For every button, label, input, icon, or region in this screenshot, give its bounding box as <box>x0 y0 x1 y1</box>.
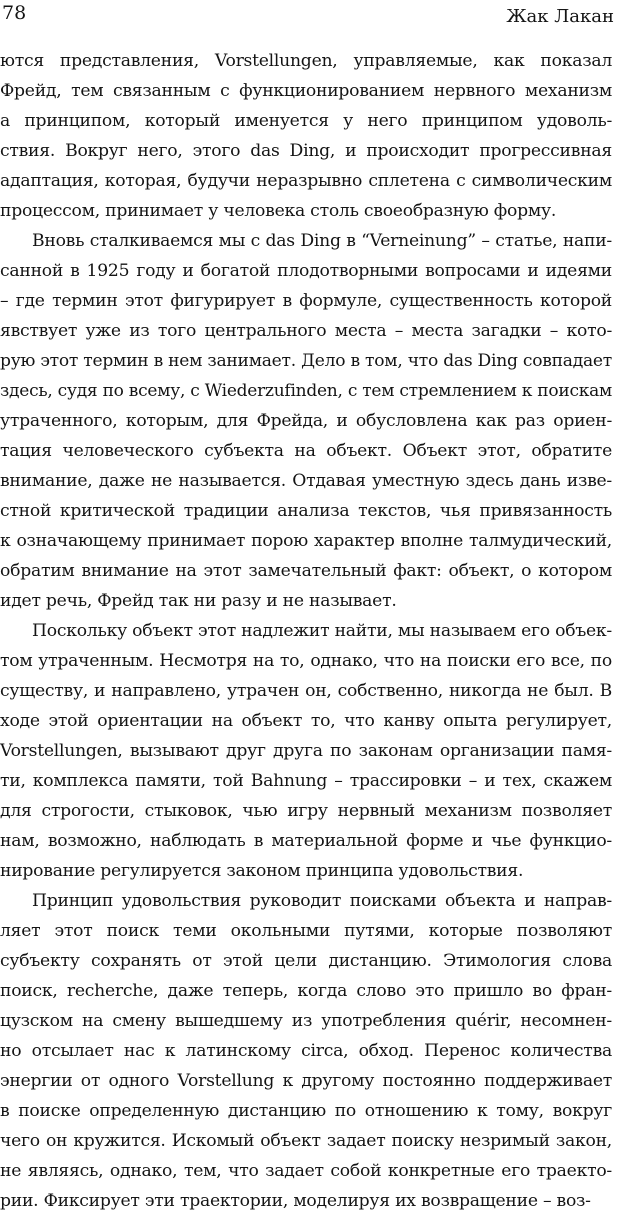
text-line: стной критической традиции анализа текстов, чья привязанность <box>0 501 612 521</box>
text-line: здесь, судя по всему, с Wiederzufinden, с тем стремлением к поискам <box>0 381 612 401</box>
text-line: а принципом, который именуется у него принципом удоволь- <box>0 111 612 131</box>
text-line: цузском на смену вышедшему из употребления quérir, несомнен- <box>0 1011 612 1031</box>
text-line: Vorstellungen, вызывают друг друга по законам организации памя- <box>0 741 612 761</box>
text-line: идет речь, Фрейд так ни разу и не называет. <box>0 591 397 611</box>
page-number: 78 <box>2 2 27 24</box>
text-line: существу, и направлено, утрачен он, собственно, никогда не был. В <box>0 681 612 701</box>
text-line: ствия. Вокруг него, этого das Ding, и происходит прогрессивная <box>0 141 612 161</box>
text-line: нирование регулируется законом принципа удовольствия. <box>0 861 524 881</box>
text-line: том утраченным. Несмотря на то, однако, что на поиски его все, по <box>0 651 612 671</box>
paragraph <box>0 616 626 886</box>
text-line: утраченного, которым, для Фрейда, и обусловлена как раз ориен- <box>0 411 612 431</box>
text-line: процессом, принимает у человека столь своеобразную форму. <box>0 201 557 221</box>
text-line: Принцип удовольствия руководит поисками объекта и направ- <box>32 891 612 911</box>
text-line: нам, возможно, наблюдать в материальной форме и чье функцио- <box>0 831 612 851</box>
running-head: Жак Лакан <box>506 6 614 27</box>
text-line: адаптация, которая, будучи неразрывно сплетена с символическим <box>0 171 612 191</box>
text-line: санной в 1925 году и богатой плодотворными вопросами и идеями <box>0 261 612 281</box>
paragraph <box>0 46 626 226</box>
text-line: энергии от одного Vorstellung к другому постоянно поддерживает <box>0 1071 612 1091</box>
text-line: для строгости, стыковок, чью игру нервный механизм позволяет <box>0 801 612 821</box>
text-line: не являясь, однако, тем, что задает собой конкретные его траекто- <box>0 1161 612 1181</box>
text-line: поиск, recherche, даже теперь, когда слово это пришло во фран- <box>0 981 612 1001</box>
text-line: явствует уже из того центрального места – места загадки – кото- <box>0 321 612 341</box>
text-line: к означающему принимает порою характер вполне талмудический, <box>0 531 612 551</box>
text-line: рии. Фиксирует эти траектории, моделируя их возвращение – воз- <box>0 1191 591 1211</box>
paragraph <box>0 226 626 616</box>
text-line: Поскольку объект этот надлежит найти, мы называем его объек- <box>32 621 612 641</box>
text-line: ляет этот поиск теми окольными путями, которые позволяют <box>0 921 612 941</box>
page-header <box>2 0 614 26</box>
text-line: – где термин этот фигурирует в формуле, существенность которой <box>0 291 612 311</box>
text-line: Вновь сталкиваемся мы с das Ding в “Verneinung” – статье, напи- <box>32 231 612 251</box>
text-line: тация человеческого субъекта на объект. Объект этот, обратите <box>0 441 612 461</box>
text-line: ходе этой ориентации на объект то, что канву опыта регулирует, <box>0 711 612 731</box>
text-line: внимание, даже не называется. Отдавая уместную здесь дань изве- <box>0 471 612 491</box>
paragraph <box>0 886 626 1216</box>
text-line: чего он кружится. Искомый объект задает поиску незримый закон, <box>0 1131 612 1151</box>
text-line: ются представления, Vorstellungen, управляемые, как показал <box>0 51 612 71</box>
body-text <box>0 46 626 1216</box>
text-line: в поиске определенную дистанцию по отношению к тому, вокруг <box>0 1101 612 1121</box>
text-line: субъекту сохранять от этой цели дистанцию. Этимология слова <box>0 951 612 971</box>
text-line: но отсылает нас к латинскому circa, обход. Перенос количества <box>0 1041 612 1061</box>
text-line: рую этот термин в нем занимает. Дело в том, что das Ding совпадает <box>0 351 612 371</box>
text-line: ти, комплекса памяти, той Bahnung – трассировки – и тех, скажем <box>0 771 612 791</box>
text-line: обратим внимание на этот замечательный факт: объект, о котором <box>0 561 612 581</box>
text-line: Фрейд, тем связанным с функционированием нервного механизм <box>0 81 612 101</box>
